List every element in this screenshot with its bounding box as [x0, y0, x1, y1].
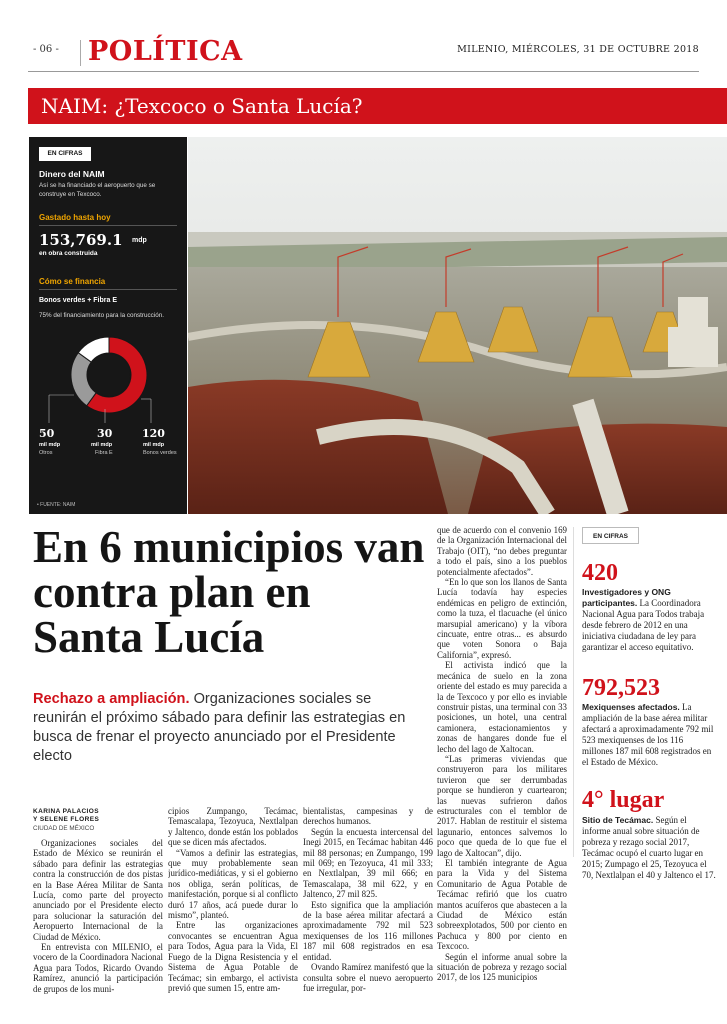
article-column-4: [437, 525, 567, 1024]
article-paragraph: “Las primeras viviendas que construyeron para los militares tuvieron que ser derrumbadas porque se hundieron y cuartearon; las nuevas sufrieron daños estructurales con el temblor de 2017. Hablan de restituir el sistema lagunario, entonces salvemos lo poco que queda de lo que fue el lago de Xaltocan”, dijo.: [437, 753, 567, 858]
stat-bold: Investigadores y ONG participantes.: [582, 587, 671, 608]
spent-unit: mdp: [132, 237, 147, 244]
stat-number: 4° lugar: [582, 787, 665, 813]
stat-number: 792,523: [582, 675, 660, 701]
article-paragraph: Entre las organizaciones convocantes se encuentran Agua para Todos, Agua para la Vida, El Fuego de la Digna Resistencia y el Sistema de Agua Potable de Tecámac; sin embargo, el activista previó que sumen 15, entre am-: [168, 920, 298, 993]
legend-unit-bonos: mil mdp: [143, 442, 165, 448]
spent-amount: 153,769.1: [39, 231, 123, 249]
byline: [33, 808, 99, 824]
article-paragraph: cipios Zumpango, Tecámac, Temascalapa, Tezoyuca, Nextlalpan y Jaltenco, donde están los poblados que se dicen más afectados.: [168, 806, 298, 848]
article-paragraph: que de acuerdo con el convenio 169 de la Organización Internacional del Trabajo (OIT), “no debes preguntar a todo el país, sino a los pueblos potencialmente afectados”.: [437, 525, 567, 577]
article-paragraph: bientalistas, campesinas y de derechos humanos.: [303, 806, 433, 827]
stat-bold: Mexiquenses afectados.: [582, 702, 680, 712]
legend-label-otros: Otros: [39, 450, 53, 456]
article-paragraph: En entrevista con MILENIO, el vocero de la Coordinadora Nacional Agua para Todos, Ricardo Ovando Ramírez, anunció la participación de grupos de los muni-: [33, 942, 163, 994]
spent-heading: Gastado hasta hoy: [39, 213, 111, 222]
article-paragraph: El también integrante de Agua para la Vida y del Sistema Comunitario de Agua Potable de Tecámac refirió que los cuatro mantos acuíferos que abastecen a la Ciudad de México están sobreexplotados, 500 por ciento en Pachuca y 800 por ciento en Texcoco.: [437, 858, 567, 952]
article-paragraph: “En lo que son los llanos de Santa Lucía todavía hay especies endémicas en peligro de extinción, como la tuza, el tlacuache (el único marsupial americano) y la víbora cincuate, entre otras... es absurdo que voten Sonora o Baja California”, expresó.: [437, 577, 567, 660]
article-column-1: [33, 838, 163, 1024]
article-paragraph: Ovando Ramírez manifestó que la consulta sobre el nuevo aeropuerto fue irregular, por-: [303, 962, 433, 993]
legend-label-bonos: Bonos verdes: [143, 450, 177, 456]
stat-number: 420: [582, 560, 618, 586]
deck-lead: Rechazo a ampliación.: [33, 691, 190, 707]
article-paragraph: Según el informe anual sobre la situación de pobreza y rezago social 2017, de los 125 municipios: [437, 951, 567, 983]
infographic-source: • FUENTE: NAIM: [37, 502, 76, 508]
dateline: MILENIO, MIÉRCOLES, 31 DE OCTUBRE 2018: [457, 44, 699, 55]
article-paragraph: Según la encuesta intercensal del Inegi 2015, en Tecámac habitan 446 mil 88 personas; en Zumpango, 199 mil 069; en Tezoyuca, 41 mil 333; en Nextlalpan, 39 mil 666; en Temascalapa, 38 mil 622, y en Jaltenco, 27 mil 825.: [303, 826, 433, 900]
sidebar-tag: EN CIFRAS: [582, 527, 639, 544]
infographic-description: Así se ha financiado el aeropuerto que se construye en Texcoco.: [39, 182, 156, 198]
section-title: POLÍTICA: [88, 36, 243, 67]
infographic-panel: [29, 137, 187, 514]
legend-value-bonos: 120: [142, 427, 165, 440]
legend-label-fibra: Fibra E: [95, 450, 113, 456]
byline-author-2: Y SELENE FLORES: [33, 816, 100, 823]
financing-donut-chart: [69, 335, 149, 415]
deck-text: Organizaciones sociales se reunirán el próximo sábado para definir las estrategias en busca de frenar el proyecto anunciado por el Presidente electo: [33, 691, 406, 764]
bonds-percentage: 75% del financiamiento para la construcción.: [39, 312, 164, 319]
legend-value-otros: 50: [39, 427, 55, 440]
headline: En 6 municipios van contra plan en Santa Lucía: [33, 522, 425, 662]
article-paragraph: Esto significa que la ampliación de la base aérea militar afectará a aproximadamente 792 mil 523 mexiquenses de los 116 millones 187 mil 608 registrados en esa entidad.: [303, 899, 433, 962]
donut-hole: [88, 354, 130, 396]
article-column-3: [303, 806, 433, 1024]
byline-author-1: KARINA PALACIOS: [33, 808, 99, 815]
infographic-title: Dinero del NAIM: [39, 169, 105, 179]
header-rule: [28, 71, 699, 72]
airport-construction-photo: [188, 137, 727, 514]
banner-title: NAIM: ¿Texcoco o Santa Lucía?: [41, 94, 363, 118]
topic-banner: [28, 88, 727, 124]
stat-body: La Coordinadora Nacional Agua para Todos trabaja desde febrero de 2012 en una iniciativa ciudadana de ley para garantizar el acceso equitativo.: [582, 598, 705, 652]
infographic-rule: [39, 225, 177, 226]
legend-unit-otros: mil mdp: [39, 442, 61, 448]
legend-unit-fibra: mil mdp: [91, 442, 113, 448]
bonds-label: Bonos verdes + Fibra E: [39, 297, 117, 304]
byline-location: CIUDAD DE MÉXICO: [33, 825, 95, 832]
sidebar-rule: [573, 527, 574, 857]
infographic-tag: EN CIFRAS: [39, 147, 91, 161]
legend-value-fibra: 30: [97, 427, 113, 440]
article-paragraph: Organizaciones sociales del Estado de México se reunirán el sábado para definir las estrategias contra la construcción de dos pistas en la Base Aérea Militar de Santa Lucía, como parte del proyecto anunciado por el Presidente electo para solucionar la saturación del Aeropuerto Internacional de la Ciudad de México.: [33, 838, 163, 942]
stat-body: Según el informe anual sobre situación de pobreza y rezago social 2017, Tecámac ocupó el cuarto lugar en 2015; Zumpago el 25, Tezoyuca el 70, Nextlalpan el 40 y Jaltenco el 17.: [582, 815, 716, 880]
financing-heading: Cómo se financia: [39, 277, 106, 286]
stat-text: [582, 702, 716, 768]
stat-body: La ampliación de la base aérea militar afectará a aproximadamente 792 mil 523 mexiquenses de los 116 millones 187 mil 608 registrados en el Estado de México.: [582, 702, 714, 767]
stat-text: [582, 815, 716, 881]
article-column-2: [168, 806, 298, 1024]
stat-bold: Sitio de Tecámac.: [582, 815, 654, 825]
spent-caption: en obra construida: [39, 250, 98, 257]
infographic-rule: [39, 289, 177, 290]
page-number: - 06 -: [33, 44, 59, 55]
header-divider: [80, 40, 81, 66]
article-paragraph: El activista indicó que la mecánica de suelo en la zona oriente del estado es muy parecida a la de Texcoco y por ello es inviable construir pistas, una terminal con 33 posiciones, un hotel, una central camionera, estacionamientos y zonas de hangares donde fue el lecho del lago de Xaltocan.: [437, 660, 567, 754]
article-paragraph: “Vamos a definir las estrategias, que muy probablemente sean jurídico-mediáticas, y si el gobierno nos obliga, serán políticas, de manifestación, porque si al conflicto duró 17 años, acá puede durar lo mismo”, planteó.: [168, 847, 298, 921]
deck: [33, 690, 428, 766]
stat-text: [582, 587, 716, 653]
